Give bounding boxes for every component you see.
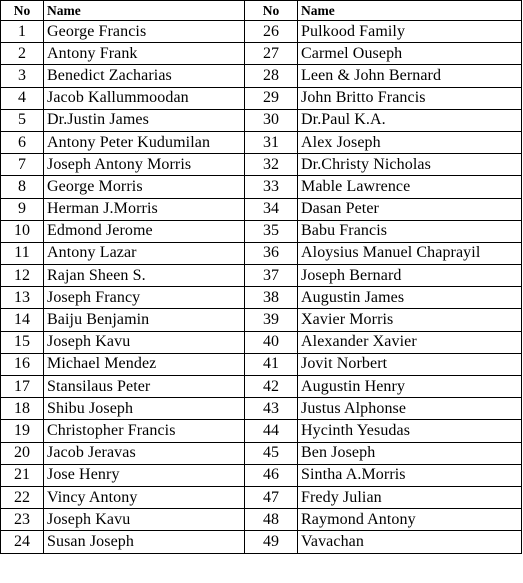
left-number-cell: 10: [1, 220, 44, 242]
right-number-cell: 32: [245, 154, 298, 176]
table-row: [1, 353, 522, 375]
left-name-cell: Susan Joseph: [44, 531, 245, 553]
right-name-cell: Alexander Xavier: [298, 331, 522, 353]
table-row: [1, 220, 522, 242]
right-name-cell: Jovit Norbert: [298, 353, 522, 375]
table-row: [1, 420, 522, 442]
left-name-cell: Herman J.Morris: [44, 198, 245, 220]
right-number-cell: 47: [245, 486, 298, 508]
right-number-cell: 38: [245, 287, 298, 309]
table-row: [1, 21, 522, 43]
right-number-cell: 36: [245, 242, 298, 264]
left-name-cell: Jose Henry: [44, 464, 245, 486]
right-number-cell: 35: [245, 220, 298, 242]
left-number-cell: 7: [1, 154, 44, 176]
right-name-cell: Mable Lawrence: [298, 176, 522, 198]
right-number-cell: 30: [245, 109, 298, 131]
header-no-left: No: [1, 1, 44, 21]
right-number-cell: 49: [245, 531, 298, 553]
left-number-cell: 1: [1, 21, 44, 43]
table-row: [1, 65, 522, 87]
left-number-cell: 12: [1, 265, 44, 287]
header-name-left: Name: [44, 1, 245, 21]
right-number-cell: 46: [245, 464, 298, 486]
left-number-cell: 20: [1, 442, 44, 464]
right-number-cell: 28: [245, 65, 298, 87]
left-name-cell: Joseph Kavu: [44, 331, 245, 353]
table-row: [1, 242, 522, 264]
left-name-cell: Jacob Kallummoodan: [44, 87, 245, 109]
table-row: [1, 398, 522, 420]
header-row: [1, 1, 522, 21]
right-name-cell: Aloysius Manuel Chaprayil: [298, 242, 522, 264]
header-no-right: No: [245, 1, 298, 21]
table-row: [1, 198, 522, 220]
left-name-cell: Joseph Kavu: [44, 509, 245, 531]
right-number-cell: 31: [245, 131, 298, 153]
right-number-cell: 43: [245, 398, 298, 420]
right-name-cell: Xavier Morris: [298, 309, 522, 331]
right-number-cell: 27: [245, 43, 298, 65]
right-name-cell: Dr.Paul K.A.: [298, 109, 522, 131]
left-number-cell: 15: [1, 331, 44, 353]
right-number-cell: 42: [245, 376, 298, 398]
left-number-cell: 2: [1, 43, 44, 65]
right-number-cell: 37: [245, 265, 298, 287]
left-name-cell: Antony Lazar: [44, 242, 245, 264]
table-row: [1, 265, 522, 287]
left-name-cell: Michael Mendez: [44, 353, 245, 375]
left-number-cell: 5: [1, 109, 44, 131]
left-name-cell: Joseph Francy: [44, 287, 245, 309]
left-name-cell: George Francis: [44, 21, 245, 43]
table-row: [1, 109, 522, 131]
right-name-cell: Dasan Peter: [298, 198, 522, 220]
left-name-cell: Jacob Jeravas: [44, 442, 245, 464]
right-name-cell: Augustin Henry: [298, 376, 522, 398]
right-name-cell: Fredy Julian: [298, 486, 522, 508]
right-name-cell: Hycinth Yesudas: [298, 420, 522, 442]
left-number-cell: 18: [1, 398, 44, 420]
left-name-cell: Dr.Justin James: [44, 109, 245, 131]
left-number-cell: 13: [1, 287, 44, 309]
left-name-cell: Shibu Joseph: [44, 398, 245, 420]
right-name-cell: Sintha A.Morris: [298, 464, 522, 486]
table-row: [1, 331, 522, 353]
table-row: [1, 154, 522, 176]
table-row: [1, 464, 522, 486]
left-name-cell: Antony Peter Kudumilan: [44, 131, 245, 153]
table-row: [1, 87, 522, 109]
right-name-cell: John Britto Francis: [298, 87, 522, 109]
table-row: [1, 131, 522, 153]
right-name-cell: Babu Francis: [298, 220, 522, 242]
right-number-cell: 33: [245, 176, 298, 198]
table-row: [1, 442, 522, 464]
right-name-cell: Dr.Christy Nicholas: [298, 154, 522, 176]
left-number-cell: 23: [1, 509, 44, 531]
right-number-cell: 39: [245, 309, 298, 331]
left-number-cell: 16: [1, 353, 44, 375]
left-number-cell: 6: [1, 131, 44, 153]
table-row: [1, 176, 522, 198]
left-name-cell: Joseph Antony Morris: [44, 154, 245, 176]
right-name-cell: Vavachan: [298, 531, 522, 553]
left-number-cell: 11: [1, 242, 44, 264]
left-number-cell: 24: [1, 531, 44, 553]
left-number-cell: 8: [1, 176, 44, 198]
right-name-cell: Ben Joseph: [298, 442, 522, 464]
left-name-cell: Christopher Francis: [44, 420, 245, 442]
left-number-cell: 22: [1, 486, 44, 508]
right-name-cell: Augustin James: [298, 287, 522, 309]
left-number-cell: 3: [1, 65, 44, 87]
left-name-cell: Vincy Antony: [44, 486, 245, 508]
right-number-cell: 26: [245, 21, 298, 43]
table-row: [1, 309, 522, 331]
right-name-cell: Joseph Bernard: [298, 265, 522, 287]
left-number-cell: 4: [1, 87, 44, 109]
left-name-cell: Rajan Sheen S.: [44, 265, 245, 287]
table-header: [1, 1, 522, 21]
table-row: [1, 287, 522, 309]
left-name-cell: George Morris: [44, 176, 245, 198]
left-number-cell: 14: [1, 309, 44, 331]
left-number-cell: 21: [1, 464, 44, 486]
right-name-cell: Pulkood Family: [298, 21, 522, 43]
left-name-cell: Benedict Zacharias: [44, 65, 245, 87]
table-row: [1, 43, 522, 65]
right-number-cell: 29: [245, 87, 298, 109]
left-number-cell: 19: [1, 420, 44, 442]
left-name-cell: Stansilaus Peter: [44, 376, 245, 398]
table-row: [1, 531, 522, 553]
right-number-cell: 40: [245, 331, 298, 353]
left-number-cell: 9: [1, 198, 44, 220]
right-number-cell: 48: [245, 509, 298, 531]
right-name-cell: Leen & John Bernard: [298, 65, 522, 87]
table-row: [1, 486, 522, 508]
table-row: [1, 376, 522, 398]
left-name-cell: Baiju Benjamin: [44, 309, 245, 331]
table-body: [1, 21, 522, 554]
right-number-cell: 41: [245, 353, 298, 375]
left-name-cell: Antony Frank: [44, 43, 245, 65]
right-number-cell: 34: [245, 198, 298, 220]
right-name-cell: Raymond Antony: [298, 509, 522, 531]
right-name-cell: Alex Joseph: [298, 131, 522, 153]
header-name-right: Name: [298, 1, 522, 21]
table-row: [1, 509, 522, 531]
left-name-cell: Edmond Jerome: [44, 220, 245, 242]
right-number-cell: 44: [245, 420, 298, 442]
right-name-cell: Carmel Ouseph: [298, 43, 522, 65]
left-number-cell: 17: [1, 376, 44, 398]
right-name-cell: Justus Alphonse: [298, 398, 522, 420]
right-number-cell: 45: [245, 442, 298, 464]
